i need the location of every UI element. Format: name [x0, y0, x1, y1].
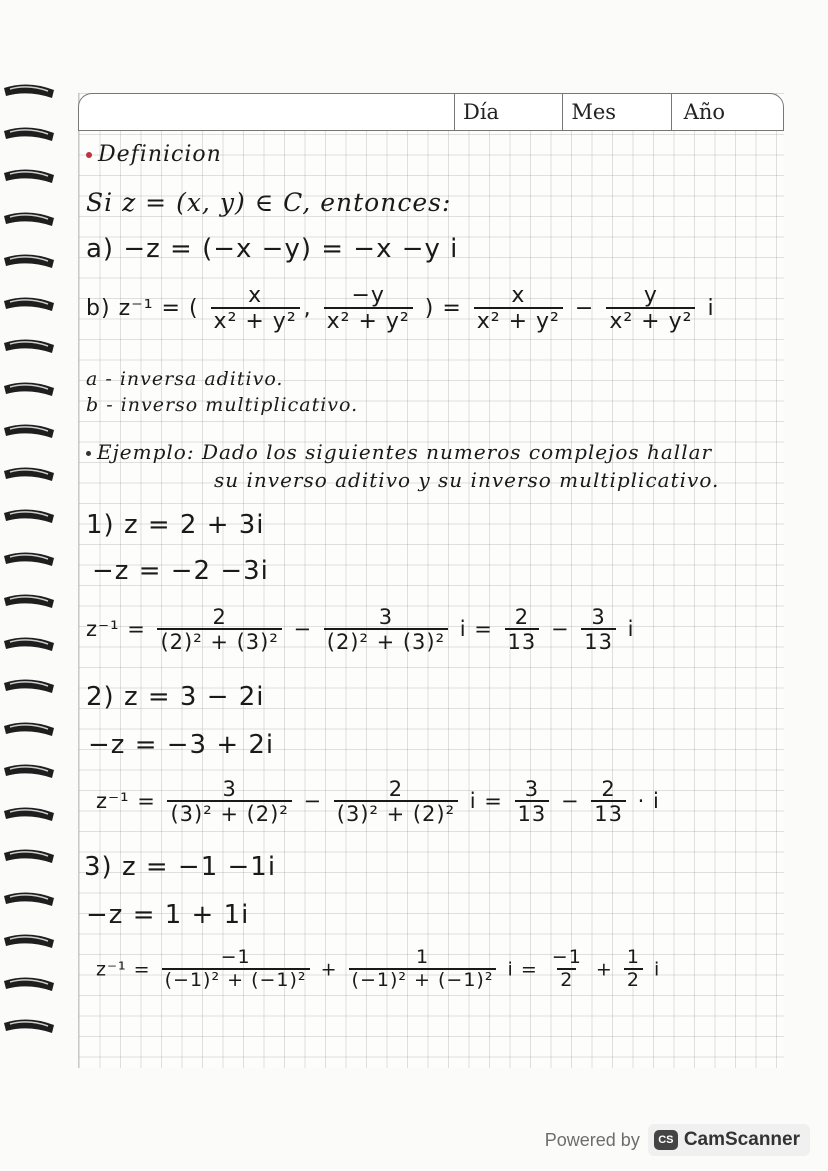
inverse-fraction-real	[167, 778, 291, 826]
fraction-denominator: (3)² + (2)²	[334, 800, 458, 826]
bullet-icon	[86, 451, 91, 456]
fraction-denominator: 13	[581, 628, 616, 654]
fraction-denominator: 13	[515, 800, 550, 826]
fraction-numerator: 1	[415, 946, 430, 968]
fraction-numerator: 2	[212, 605, 227, 629]
fraction-denominator: (2)² + (3)²	[324, 628, 448, 654]
spiral-ring-icon	[2, 463, 56, 489]
inverse-equals: i =	[507, 958, 538, 981]
fraction-denominator: 13	[505, 628, 540, 654]
spiral-ring-icon	[2, 80, 56, 106]
definition-statement: Si z = (x, y) ∈ C, entonces:	[86, 188, 452, 217]
definition-heading	[86, 142, 222, 167]
rule-b-fraction-2	[324, 284, 413, 334]
spiral-ring-icon	[2, 505, 56, 531]
rule-b: b) z⁻¹ = ( $\frac{x}{\text{x² + y²}}$ , $\frac{-y}{\text{x² + y²}}$ ) = $\frac{x}{\text{x² + y²}}$ − $\frac{y}{\text{x² + y²}}$ i	[86, 283, 715, 335]
inverse-operator: −	[293, 617, 313, 642]
spiral-ring-icon	[2, 590, 56, 616]
powered-by-text: Powered by	[544, 1129, 640, 1150]
spiral-binding	[0, 80, 60, 1070]
spiral-ring-icon	[2, 888, 56, 914]
rule-b-fraction-3	[474, 284, 563, 334]
rule-b-fraction-4	[606, 284, 695, 334]
example-intro-line-1	[86, 440, 712, 464]
fraction-numerator: y	[643, 283, 658, 308]
spiral-ring-icon	[2, 378, 56, 404]
result-fraction-imag	[624, 948, 643, 992]
rule-b-prefix: b)	[86, 296, 111, 322]
example-2-inverse	[96, 778, 660, 826]
example-3-z: 3) z = −1 −1i	[84, 852, 277, 882]
inverse-fraction-imag	[334, 778, 458, 826]
header-blank-cell	[79, 94, 455, 130]
fraction-denominator: 13	[591, 800, 626, 826]
inverse-lhs: z⁻¹ =	[96, 958, 151, 981]
spiral-ring-icon	[2, 973, 56, 999]
fraction-numerator: 2	[514, 605, 530, 629]
rule-b-minus: −	[574, 296, 595, 322]
spiral-ring-icon	[2, 123, 56, 149]
year-label: Año	[683, 100, 725, 124]
inverse-equals: i =	[459, 617, 493, 642]
result-fraction-imag	[591, 778, 626, 826]
spiral-ring-icon	[2, 803, 56, 829]
fraction-numerator: −y	[351, 283, 385, 308]
fraction-denominator: x² + y²	[324, 307, 413, 334]
inverse-lhs: z⁻¹ =	[86, 617, 146, 642]
camscanner-badge	[648, 1124, 810, 1156]
inverse-fraction-imag	[349, 948, 497, 992]
spiral-ring-icon	[2, 1015, 56, 1041]
example-1-z: 1) z = 2 + 3i	[86, 510, 265, 540]
result-operator: −	[550, 617, 570, 642]
inverse-equals: i =	[469, 789, 503, 814]
inverse-fraction-real	[157, 606, 281, 654]
day-label: Día	[455, 94, 563, 130]
inverse-lhs: z⁻¹ =	[96, 789, 156, 814]
fraction-numerator: 3	[378, 605, 394, 629]
bullet-icon	[86, 152, 92, 158]
spiral-ring-icon	[2, 420, 56, 446]
result-fraction-real	[505, 606, 540, 654]
fraction-denominator: 2	[624, 968, 643, 992]
spiral-ring-icon	[2, 165, 56, 191]
spiral-ring-icon	[2, 293, 56, 319]
inverse-fraction-imag	[324, 606, 448, 654]
legend-a: a - inversa aditivo.	[86, 368, 284, 390]
example-intro-text-1: Ejemplo: Dado los siguientes numeros complejos hallar	[97, 440, 713, 464]
spiral-ring-icon	[2, 760, 56, 786]
result-fraction-imag	[581, 606, 616, 654]
fraction-denominator: (2)² + (3)²	[157, 628, 281, 654]
example-2-negation: −z = −3 + 2i	[88, 730, 275, 760]
rule-b-fraction-1	[211, 284, 300, 334]
definition-title: Definicion	[98, 142, 222, 167]
example-3-inverse	[96, 948, 660, 992]
result-tail: i	[653, 958, 661, 981]
result-operator: −	[560, 789, 580, 814]
camscanner-brand: CamScanner	[683, 1129, 800, 1150]
result-tail: · i	[637, 789, 660, 814]
fraction-denominator: x² + y²	[211, 307, 300, 334]
spiral-ring-icon	[2, 208, 56, 234]
rule-b-tail: i	[707, 296, 715, 322]
example-1-negation: −z = −2 −3i	[92, 556, 269, 586]
example-2-z: 2) z = 3 − 2i	[86, 682, 265, 712]
spiral-ring-icon	[2, 930, 56, 956]
fraction-denominator: x² + y²	[474, 307, 563, 334]
spiral-ring-icon	[2, 548, 56, 574]
rule-a	[86, 234, 458, 264]
example-3-negation: −z = 1 + 1i	[86, 900, 250, 930]
fraction-numerator: x	[511, 283, 526, 308]
rule-b-mid: ) =	[424, 296, 462, 322]
spiral-ring-icon	[2, 250, 56, 276]
inverse-operator: +	[320, 958, 338, 981]
fraction-denominator: (−1)² + (−1)²	[162, 968, 310, 992]
spiral-ring-icon	[2, 335, 56, 361]
fraction-denominator: x² + y²	[606, 307, 695, 334]
fraction-numerator: 3	[222, 777, 237, 801]
example-1-inverse	[86, 606, 635, 654]
rule-a-prefix: a)	[86, 234, 115, 264]
spiral-ring-icon	[2, 633, 56, 659]
fraction-numerator: x	[248, 283, 263, 308]
spiral-ring-icon	[2, 718, 56, 744]
legend-b: b - inverso multiplicativo.	[86, 394, 359, 416]
fraction-numerator: 1	[626, 946, 640, 968]
inverse-fraction-real	[162, 948, 310, 992]
camscanner-logo-icon: CS	[654, 1130, 678, 1150]
result-fraction-real	[515, 778, 550, 826]
result-tail: i	[627, 617, 635, 642]
rule-b-lhs: z⁻¹ = (	[118, 296, 199, 322]
fraction-numerator: 2	[388, 777, 404, 801]
inverse-operator: −	[303, 789, 323, 814]
date-header	[78, 93, 784, 131]
example-intro-line-2: su inverso aditivo y su inverso multiplicativo.	[214, 468, 720, 492]
fraction-numerator: 3	[524, 777, 540, 801]
scanner-watermark	[545, 1124, 810, 1156]
fraction-denominator: (−1)² + (−1)²	[349, 968, 497, 992]
fraction-numerator: −1	[551, 946, 582, 968]
rule-a-formula: −z = (−x −y) = −x −y i	[123, 234, 459, 264]
result-fraction-real	[549, 948, 585, 992]
result-operator: +	[595, 958, 613, 981]
fraction-denominator: (3)² + (2)²	[167, 800, 291, 826]
spiral-ring-icon	[2, 845, 56, 871]
spiral-ring-icon	[2, 675, 56, 701]
fraction-numerator: 2	[601, 777, 616, 801]
month-label: Mes	[563, 94, 671, 130]
fraction-numerator: 3	[591, 605, 606, 629]
fraction-denominator: 2	[557, 968, 576, 992]
fraction-numerator: −1	[220, 946, 251, 968]
